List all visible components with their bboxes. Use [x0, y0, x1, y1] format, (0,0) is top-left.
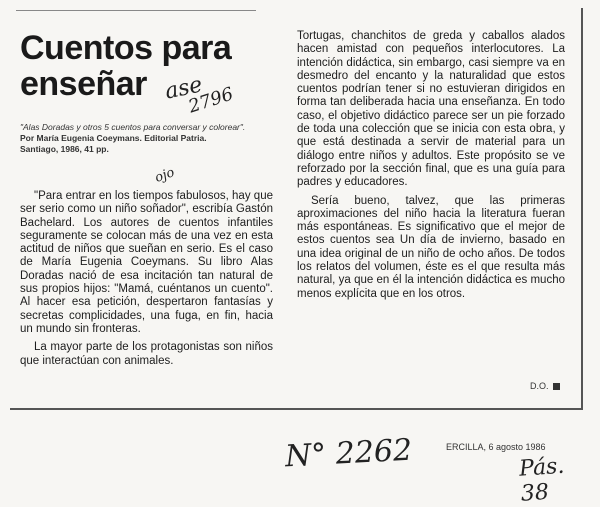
place-line: Santiago, 1986, 41 pp. — [20, 144, 109, 154]
book-title: "Alas Doradas y otros 5 cuentos para conversar y colorear". — [20, 122, 246, 132]
handwritten-note-2: 2796 — [185, 83, 236, 118]
text-column-1 — [20, 190, 273, 368]
title-line-1: Cuentos para — [20, 29, 232, 67]
title-line-2: enseñar — [20, 65, 147, 103]
paragraph: La mayor parte de los protagonistas son niños que interactúan con animales. — [20, 341, 273, 367]
top-rule — [16, 10, 256, 11]
handwritten-ojo: ojo — [153, 165, 177, 186]
catalog-number: N° 2262 — [284, 432, 413, 475]
signature-text: D.O. — [530, 381, 549, 391]
paragraph: Tortugas, chanchitos de greda y caballos alados hacen amistad con pequeños interlocutores. La intención didáctica, sin embargo, casi siempre va en desmedro del encanto y la naturalidad que estos cuentos podrían tener si no estuvieran dirigidos en forma tan deliberada hacia una enseñanza. En todo caso, el objetivo didáctico parece ser un pie forzado de toda una colección que se inicia con esta obra, y que está destinada a servir de material para un diálogo entre niños y adultos. Este propósito se ve reforzado por la sección final, que es una guía para padres y educadores. — [297, 30, 565, 189]
author-signature — [530, 381, 560, 391]
end-square-icon — [553, 383, 560, 390]
paragraph: Sería bueno, talvez, que las primeras aproximaciones del niño hacia la literatura fueran más espontáneas. Es significativo que el mejor de estos cuentos sea Un día de invierno, basado en una idea original de un niño de ocho años. De todos los relatos del volumen, éste es el que resulta más natural, ya que en él la intención didáctica es mucho menos explícita que en los otros. — [297, 194, 565, 300]
pages-note: Pás. 38 — [518, 453, 566, 507]
bibliography — [20, 122, 260, 155]
handwritten-note-1: ase — [162, 72, 205, 105]
source-line: ERCILLA, 6 agosto 1986 — [446, 442, 546, 452]
author-line: Por María Eugenia Coeymans. Editorial Patria. — [20, 133, 207, 143]
text-column-2 — [297, 30, 565, 301]
paragraph: "Para entrar en los tiempos fabulosos, hay que ser serio como un niño soñador", escribía Gastón Bachelard. Los autores de cuentos infantiles seguramente se colocan más de una vez en esta actitud de niños que sueñan en serio. Es el caso de María Eugenia Coeymans. Su libro Alas Doradas nació de esa incitación tan natural de sus propios hijos: "Mamá, cuéntanos un cuento". Al hacer esa petición, despertaron fantasías y secretas complicidades, una fuga, en fin, hacia un mundo sin fronteras. — [20, 190, 273, 335]
